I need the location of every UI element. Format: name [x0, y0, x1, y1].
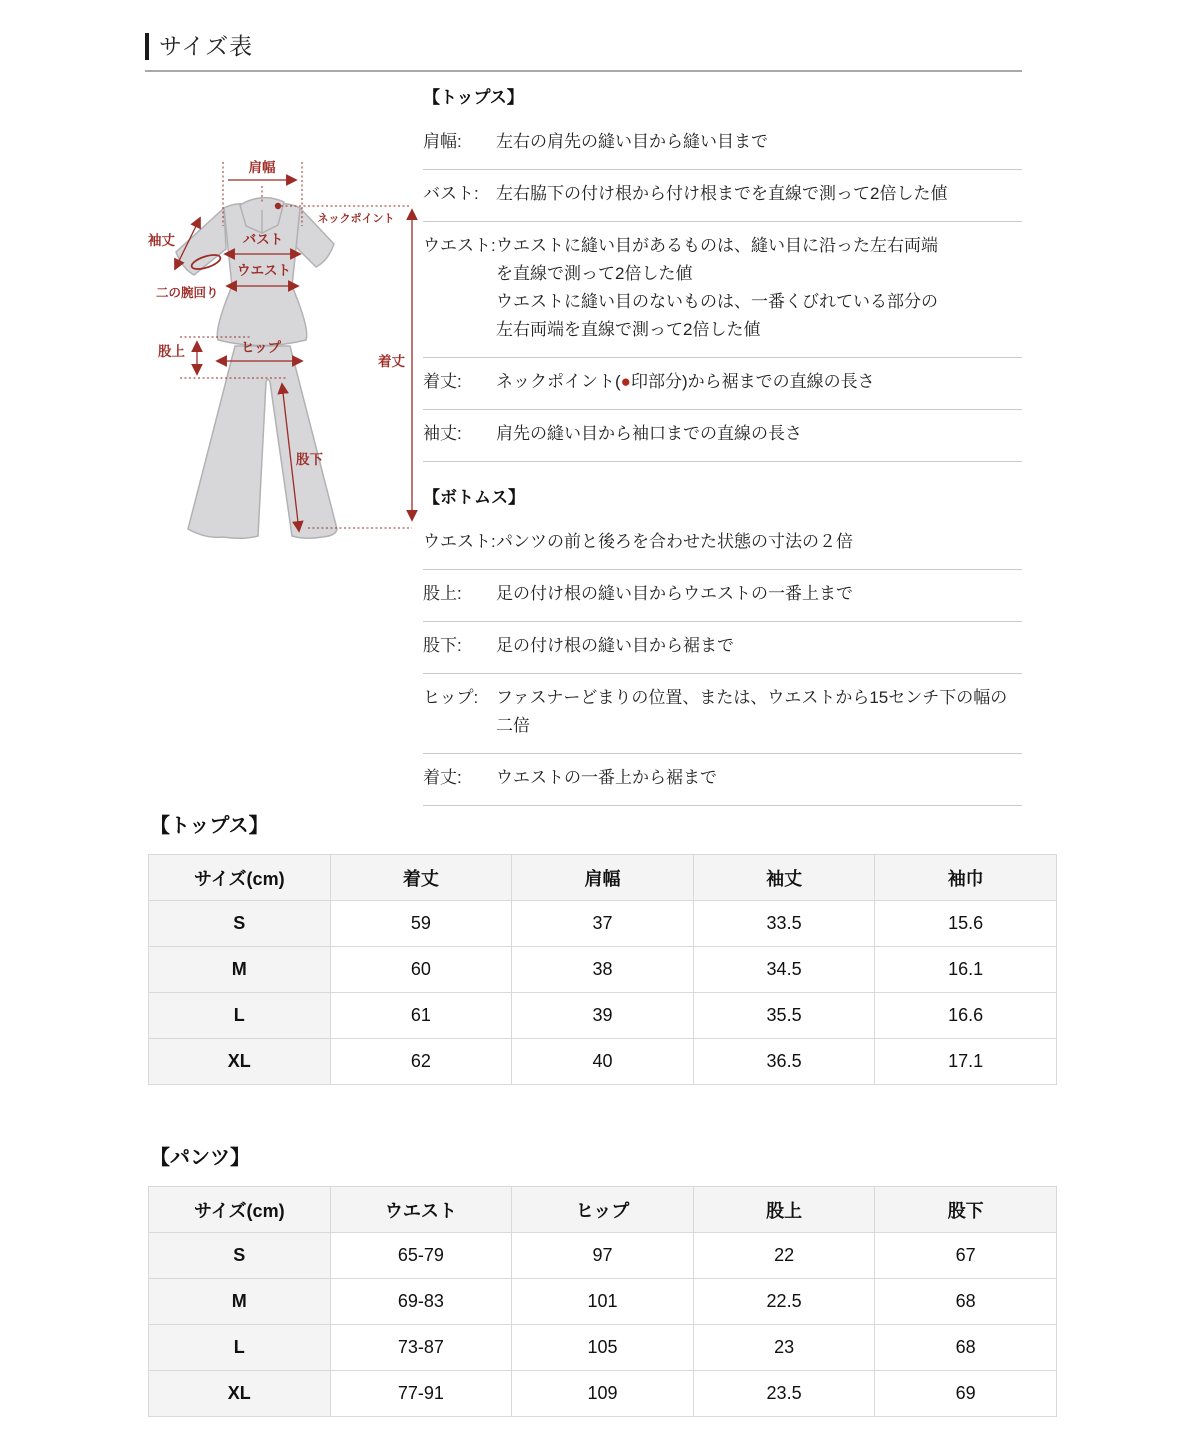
definition-description [496, 684, 1022, 740]
definition-row [423, 570, 1022, 622]
table-row [149, 1371, 1057, 1417]
value-cell: 69 [875, 1371, 1057, 1417]
neck-point-dot-mark: ● [620, 372, 631, 391]
definition-row [423, 622, 1022, 674]
definition-description-line: 肩先の縫い目から袖口までの直線の長さ [496, 424, 802, 443]
pants-illustration [188, 346, 337, 538]
definition-description [496, 180, 1022, 208]
table-row [149, 947, 1057, 993]
body-length-label: 着丈 [378, 354, 405, 369]
column-header: 股上 [693, 1187, 875, 1233]
value-cell: 61 [330, 993, 512, 1039]
value-cell: 60 [330, 947, 512, 993]
definition-term: 着丈: [423, 372, 462, 391]
column-header: 肩幅 [512, 855, 694, 901]
value-cell: 101 [512, 1279, 694, 1325]
table-header-row [149, 855, 1057, 901]
value-cell: 97 [512, 1233, 694, 1279]
table-header-row-group [149, 1187, 1057, 1233]
column-header: 着丈 [330, 855, 512, 901]
value-cell: 73-87 [330, 1325, 512, 1371]
definition-description-line: を直線で測って2倍した値 [496, 264, 693, 283]
definition-description-line: パンツの前と後ろを合わせた状態の寸法の２倍 [496, 532, 853, 551]
value-cell: 34.5 [693, 947, 875, 993]
column-header: サイズ(cm) [149, 855, 331, 901]
bust-label: バスト [242, 232, 284, 247]
definition-description-line: ウエストに縫い目のないものは、一番くびれている部分の [496, 292, 938, 311]
value-cell: 15.6 [875, 901, 1057, 947]
definition-term: 股上: [423, 584, 462, 603]
definition-term: ヒップ: [423, 688, 479, 707]
value-cell: 17.1 [875, 1039, 1057, 1085]
value-cell: 68 [875, 1279, 1057, 1325]
table-row [149, 901, 1057, 947]
value-cell: 69-83 [330, 1279, 512, 1325]
definition-description [496, 528, 1022, 556]
definition-row [423, 358, 1022, 410]
neck-point-label: ネックポイント [317, 213, 395, 225]
size-cell: S [149, 901, 331, 947]
definition-row [423, 118, 1022, 170]
definition-description [496, 128, 1022, 156]
definition-description-line: ウエストの一番上から裾まで [496, 768, 717, 787]
value-cell: 62 [330, 1039, 512, 1085]
size-cell: XL [149, 1039, 331, 1085]
value-cell: 22.5 [693, 1279, 875, 1325]
value-cell: 40 [512, 1039, 694, 1085]
value-cell: 33.5 [693, 901, 875, 947]
definition-term: バスト: [423, 184, 479, 203]
definition-row [423, 674, 1022, 754]
shoulder-width-label: 肩幅 [248, 160, 276, 175]
value-cell: 59 [330, 901, 512, 947]
value-cell: 77-91 [330, 1371, 512, 1417]
column-header: 袖巾 [875, 855, 1057, 901]
value-cell: 109 [512, 1371, 694, 1417]
table-row [149, 993, 1057, 1039]
definition-row [423, 754, 1022, 806]
size-cell: M [149, 1279, 331, 1325]
definition-description [496, 420, 1022, 448]
definition-row [423, 410, 1022, 462]
value-cell: 68 [875, 1325, 1057, 1371]
tops-table-section [148, 812, 1057, 1085]
definition-term: ウエスト: [423, 532, 496, 551]
value-cell: 16.1 [875, 947, 1057, 993]
definition-description [496, 764, 1022, 792]
size-cell: L [149, 1325, 331, 1371]
inseam-label: 股下 [296, 452, 323, 467]
pants-table-section [148, 1144, 1057, 1417]
definition-description-line: ネックポイント(●印部分)から裾までの直線の長さ [496, 372, 875, 391]
definition-row [423, 222, 1022, 358]
garment-diagram-svg [140, 148, 430, 618]
definition-description-line: ウエストに縫い目があるものは、縫い目に沿った左右両端 [496, 236, 938, 255]
value-cell: 23.5 [693, 1371, 875, 1417]
rise-label: 股上 [158, 344, 185, 359]
tops-definitions-list [423, 118, 1022, 462]
definition-term: 着丈: [423, 768, 462, 787]
table-row [149, 1233, 1057, 1279]
column-header: ヒップ [512, 1187, 694, 1233]
value-cell: 36.5 [693, 1039, 875, 1085]
waist-label: ウエスト [237, 263, 291, 278]
table-row [149, 1039, 1057, 1085]
definition-term: 股下: [423, 636, 462, 655]
value-cell: 67 [875, 1233, 1057, 1279]
column-header: 股下 [875, 1187, 1057, 1233]
value-cell: 16.6 [875, 993, 1057, 1039]
tops-size-table [148, 854, 1057, 1085]
definition-description-line: 左右両端を直線で測って2倍した値 [496, 320, 761, 339]
size-cell: L [149, 993, 331, 1039]
measurement-definitions [423, 86, 1022, 806]
divider [145, 70, 1022, 72]
definition-description [496, 580, 1022, 608]
definition-description [496, 632, 1022, 660]
measurement-diagram [140, 148, 430, 618]
hip-label: ヒップ [240, 340, 282, 355]
column-header: 袖丈 [693, 855, 875, 901]
value-cell: 65-79 [330, 1233, 512, 1279]
definition-term: 袖丈: [423, 424, 462, 443]
page-header [145, 28, 1022, 64]
bottoms-definitions-heading: 【ボトムス】 [423, 488, 525, 507]
definition-description-line: 二倍 [496, 716, 530, 735]
definition-description [496, 232, 1022, 344]
definition-description-line: ファスナーどまりの位置、または、ウエストから15センチ下の幅の [496, 688, 1008, 707]
column-header: ウエスト [330, 1187, 512, 1233]
value-cell: 39 [512, 993, 694, 1039]
definition-description-line: 左右の肩先の縫い目から縫い目まで [496, 132, 768, 151]
bottoms-definitions-list [423, 518, 1022, 806]
column-header: サイズ(cm) [149, 1187, 331, 1233]
definition-description-line: 足の付け根の縫い目からウエストの一番上まで [496, 584, 853, 603]
pants-size-table [148, 1186, 1057, 1417]
definition-row [423, 170, 1022, 222]
table-row [149, 1325, 1057, 1371]
table-header-row-group [149, 855, 1057, 901]
upper-arm-label: 二の腕回り [156, 286, 219, 300]
definition-description-line: 足の付け根の縫い目から裾まで [496, 636, 734, 655]
definition-term: ウエスト: [423, 236, 496, 255]
table-header-row [149, 1187, 1057, 1233]
value-cell: 105 [512, 1325, 694, 1371]
value-cell: 35.5 [693, 993, 875, 1039]
title-accent-bar [145, 33, 149, 60]
definition-term: 肩幅: [423, 132, 462, 151]
value-cell: 37 [512, 901, 694, 947]
value-cell: 23 [693, 1325, 875, 1371]
tops-definitions-heading: 【トップス】 [423, 88, 524, 107]
tops-table-heading: 【トップス】 [150, 815, 269, 837]
definition-row [423, 518, 1022, 570]
neck-point-dot [275, 203, 281, 209]
table-body [149, 901, 1057, 1085]
table-body [149, 1233, 1057, 1417]
value-cell: 22 [693, 1233, 875, 1279]
size-cell: M [149, 947, 331, 993]
size-cell: XL [149, 1371, 331, 1417]
size-cell: S [149, 1233, 331, 1279]
definition-description-line: 左右脇下の付け根から付け根までを直線で測って2倍した値 [496, 184, 948, 203]
page-title: サイズ表 [159, 33, 254, 59]
definition-description [496, 368, 1022, 396]
value-cell: 38 [512, 947, 694, 993]
sleeve-length-label: 袖丈 [148, 233, 175, 248]
table-row [149, 1279, 1057, 1325]
pants-table-heading: 【パンツ】 [150, 1147, 250, 1169]
